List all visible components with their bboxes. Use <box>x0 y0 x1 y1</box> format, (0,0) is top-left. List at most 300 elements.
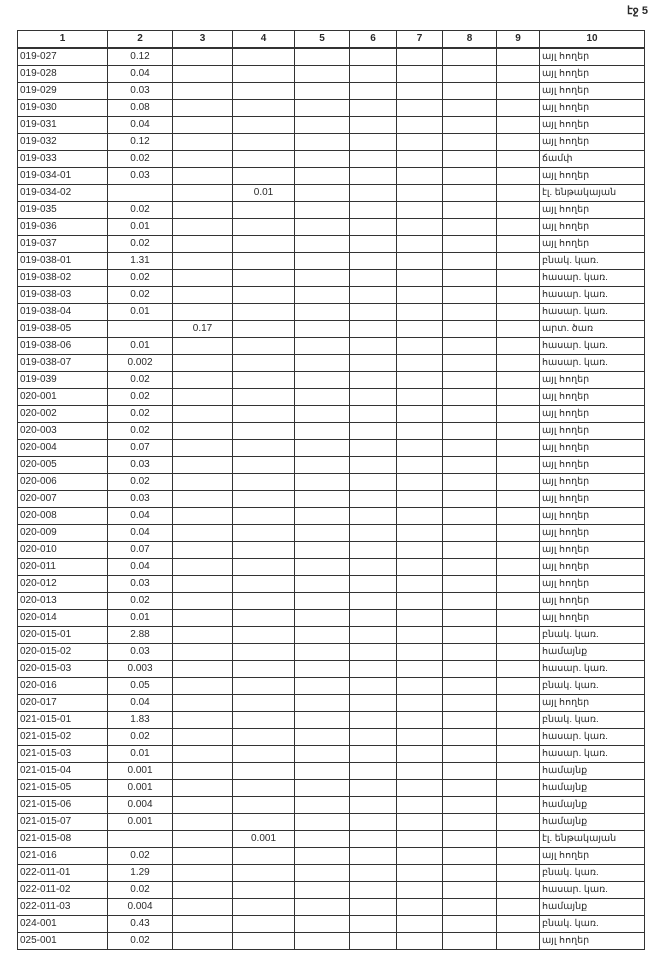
cell-col3 <box>173 338 233 355</box>
cell-col5 <box>295 661 350 678</box>
cell-col5 <box>295 304 350 321</box>
cell-col9 <box>497 219 540 236</box>
cell-col6 <box>350 321 397 338</box>
cell-code: 020-002 <box>18 406 108 423</box>
cell-col6 <box>350 406 397 423</box>
cell-col4 <box>233 678 295 695</box>
cell-col2: 0.001 <box>108 763 173 780</box>
cell-land-type: այլ հողեր <box>540 491 645 508</box>
table-row <box>18 134 645 151</box>
table-row <box>18 474 645 491</box>
cell-col2: 0.02 <box>108 389 173 406</box>
cell-col7 <box>397 899 443 916</box>
cell-col8 <box>443 66 497 83</box>
cell-col5 <box>295 610 350 627</box>
cell-col6 <box>350 66 397 83</box>
table-row <box>18 644 645 661</box>
cell-code: 020-010 <box>18 542 108 559</box>
cell-col8 <box>443 729 497 746</box>
cell-code: 019-038-01 <box>18 253 108 270</box>
cell-col3 <box>173 644 233 661</box>
cell-land-type: հասար. կառ. <box>540 882 645 899</box>
cell-col8 <box>443 678 497 695</box>
cell-col9 <box>497 610 540 627</box>
cell-code: 019-028 <box>18 66 108 83</box>
cell-col4 <box>233 797 295 814</box>
cell-code: 020-014 <box>18 610 108 627</box>
cell-col8 <box>443 814 497 831</box>
cell-col9 <box>497 253 540 270</box>
cell-code: 020-017 <box>18 695 108 712</box>
cell-land-type: այլ հողեր <box>540 48 645 66</box>
cell-col2: 0.001 <box>108 780 173 797</box>
cell-col9 <box>497 729 540 746</box>
cell-col3 <box>173 491 233 508</box>
cell-col5 <box>295 899 350 916</box>
cell-col4 <box>233 83 295 100</box>
cell-col4 <box>233 508 295 525</box>
cell-land-type: արտ. ծառ <box>540 321 645 338</box>
cell-col3 <box>173 542 233 559</box>
cell-col5 <box>295 644 350 661</box>
cell-col9 <box>497 491 540 508</box>
cell-col3 <box>173 678 233 695</box>
cell-code: 020-013 <box>18 593 108 610</box>
cell-col6 <box>350 848 397 865</box>
cell-col2: 1.83 <box>108 712 173 729</box>
cell-col3 <box>173 83 233 100</box>
cell-col5 <box>295 66 350 83</box>
cell-land-type: համայնք <box>540 797 645 814</box>
cell-col8 <box>443 338 497 355</box>
cell-col7 <box>397 406 443 423</box>
cell-col6 <box>350 559 397 576</box>
cell-col4 <box>233 593 295 610</box>
col-header: 2 <box>108 31 173 49</box>
cell-col2: 0.01 <box>108 219 173 236</box>
cell-col4 <box>233 916 295 933</box>
cell-col7 <box>397 168 443 185</box>
cell-col5 <box>295 848 350 865</box>
cell-land-type: այլ հողեր <box>540 610 645 627</box>
cell-col2: 0.02 <box>108 287 173 304</box>
cell-col4 <box>233 525 295 542</box>
cell-code: 019-027 <box>18 48 108 66</box>
cell-col3 <box>173 508 233 525</box>
cell-col8 <box>443 423 497 440</box>
cell-col9 <box>497 236 540 253</box>
cell-land-type: ճամփ <box>540 151 645 168</box>
cell-land-type: համայնք <box>540 899 645 916</box>
cell-col8 <box>443 865 497 882</box>
cell-col9 <box>497 916 540 933</box>
col-header: 3 <box>173 31 233 49</box>
cell-code: 021-015-05 <box>18 780 108 797</box>
cell-col9 <box>497 66 540 83</box>
cell-land-type: այլ հողեր <box>540 66 645 83</box>
cell-col7 <box>397 236 443 253</box>
cell-col7 <box>397 712 443 729</box>
table-row <box>18 780 645 797</box>
cell-col9 <box>497 440 540 457</box>
cell-col2 <box>108 321 173 338</box>
cell-land-type: այլ հողեր <box>540 848 645 865</box>
cell-col8 <box>443 627 497 644</box>
cell-col2: 0.001 <box>108 814 173 831</box>
cell-col5 <box>295 236 350 253</box>
cell-col5 <box>295 542 350 559</box>
cell-col2: 0.01 <box>108 338 173 355</box>
col-header: 7 <box>397 31 443 49</box>
cell-col2: 0.04 <box>108 695 173 712</box>
cell-col3 <box>173 916 233 933</box>
cell-col3 <box>173 729 233 746</box>
cell-col4 <box>233 202 295 219</box>
cell-col8 <box>443 695 497 712</box>
table-row <box>18 746 645 763</box>
cell-land-type: այլ հողեր <box>540 202 645 219</box>
cell-col8 <box>443 100 497 117</box>
cell-col9 <box>497 933 540 950</box>
table-row <box>18 117 645 134</box>
cell-col9 <box>497 831 540 848</box>
cell-code: 019-038-03 <box>18 287 108 304</box>
cell-col4 <box>233 644 295 661</box>
cell-col6 <box>350 610 397 627</box>
cell-col6 <box>350 695 397 712</box>
cell-col9 <box>497 797 540 814</box>
cell-col6 <box>350 576 397 593</box>
cell-col2: 0.02 <box>108 151 173 168</box>
cell-code: 019-032 <box>18 134 108 151</box>
cell-land-type: այլ հողեր <box>540 423 645 440</box>
cell-col9 <box>497 100 540 117</box>
cell-code: 024-001 <box>18 916 108 933</box>
cell-col5 <box>295 525 350 542</box>
cell-col8 <box>443 48 497 66</box>
table-row <box>18 66 645 83</box>
cell-col2: 0.12 <box>108 48 173 66</box>
cell-col3 <box>173 117 233 134</box>
cell-col4 <box>233 287 295 304</box>
cell-col7 <box>397 66 443 83</box>
cell-col2: 0.02 <box>108 729 173 746</box>
cell-col5 <box>295 134 350 151</box>
table-row <box>18 423 645 440</box>
cell-col5 <box>295 406 350 423</box>
cell-col5 <box>295 559 350 576</box>
cell-col6 <box>350 780 397 797</box>
table-row <box>18 185 645 202</box>
cell-col8 <box>443 321 497 338</box>
cell-col5 <box>295 763 350 780</box>
cell-col7 <box>397 729 443 746</box>
cell-land-type: էլ. ենթակայան <box>540 831 645 848</box>
cell-code: 020-004 <box>18 440 108 457</box>
cell-col3 <box>173 202 233 219</box>
cell-col6 <box>350 814 397 831</box>
cell-col2: 0.02 <box>108 372 173 389</box>
cell-col3 <box>173 168 233 185</box>
cell-col7 <box>397 202 443 219</box>
cell-col5 <box>295 797 350 814</box>
cell-col4 <box>233 457 295 474</box>
cell-col7 <box>397 559 443 576</box>
cell-col3 <box>173 100 233 117</box>
cell-col4 <box>233 100 295 117</box>
cell-col2: 0.002 <box>108 355 173 372</box>
cell-col7 <box>397 797 443 814</box>
cell-land-type: բնակ. կառ. <box>540 253 645 270</box>
cell-col3 <box>173 899 233 916</box>
cell-col7 <box>397 865 443 882</box>
cell-col9 <box>497 780 540 797</box>
cell-col8 <box>443 474 497 491</box>
table-row <box>18 916 645 933</box>
cell-code: 020-011 <box>18 559 108 576</box>
cell-col5 <box>295 576 350 593</box>
cell-col2: 1.31 <box>108 253 173 270</box>
cell-col3 <box>173 661 233 678</box>
cell-col2: 0.43 <box>108 916 173 933</box>
table-row <box>18 933 645 950</box>
cell-col4 <box>233 576 295 593</box>
cell-col5 <box>295 389 350 406</box>
cell-col4 <box>233 661 295 678</box>
cell-col5 <box>295 355 350 372</box>
cell-col8 <box>443 117 497 134</box>
cell-col5 <box>295 814 350 831</box>
cell-col9 <box>497 202 540 219</box>
cell-land-type: այլ հողեր <box>540 440 645 457</box>
cell-col8 <box>443 780 497 797</box>
cell-land-type: հասար. կառ. <box>540 287 645 304</box>
cell-col8 <box>443 763 497 780</box>
cell-col2: 0.004 <box>108 797 173 814</box>
cell-col4 <box>233 814 295 831</box>
cell-code: 019-031 <box>18 117 108 134</box>
cell-code: 020-007 <box>18 491 108 508</box>
cell-col6 <box>350 899 397 916</box>
cell-col7 <box>397 270 443 287</box>
cell-col9 <box>497 627 540 644</box>
cell-col3 <box>173 134 233 151</box>
cell-col4 <box>233 423 295 440</box>
cell-col2: 0.02 <box>108 848 173 865</box>
cell-land-type: այլ հողեր <box>540 219 645 236</box>
cell-col5 <box>295 219 350 236</box>
cell-code: 019-036 <box>18 219 108 236</box>
cell-col2: 0.03 <box>108 576 173 593</box>
cell-col6 <box>350 236 397 253</box>
cell-col5 <box>295 627 350 644</box>
cell-col7 <box>397 644 443 661</box>
cell-col4 <box>233 559 295 576</box>
cell-col6 <box>350 746 397 763</box>
cell-land-type: համայնք <box>540 814 645 831</box>
cell-col3 <box>173 253 233 270</box>
table-row <box>18 83 645 100</box>
cell-col6 <box>350 491 397 508</box>
cell-col7 <box>397 304 443 321</box>
cell-land-type: հասար. կառ. <box>540 746 645 763</box>
cell-col9 <box>497 576 540 593</box>
cell-col8 <box>443 916 497 933</box>
cell-col7 <box>397 287 443 304</box>
cell-col7 <box>397 508 443 525</box>
cell-col9 <box>497 593 540 610</box>
cell-col6 <box>350 865 397 882</box>
cell-col6 <box>350 372 397 389</box>
cell-col8 <box>443 440 497 457</box>
cell-col4 <box>233 270 295 287</box>
cell-col2: 0.04 <box>108 508 173 525</box>
table-row <box>18 542 645 559</box>
cell-col3 <box>173 66 233 83</box>
cell-col5 <box>295 457 350 474</box>
cell-col9 <box>497 355 540 372</box>
cell-code: 019-038-02 <box>18 270 108 287</box>
cell-col9 <box>497 814 540 831</box>
cell-code: 019-038-04 <box>18 304 108 321</box>
cell-col9 <box>497 338 540 355</box>
cell-col6 <box>350 525 397 542</box>
cell-col3 <box>173 457 233 474</box>
table-row <box>18 559 645 576</box>
cell-col9 <box>497 457 540 474</box>
cell-col2: 0.02 <box>108 202 173 219</box>
cell-col5 <box>295 185 350 202</box>
cell-col5 <box>295 882 350 899</box>
table-row <box>18 304 645 321</box>
cell-land-type: բնակ. կառ. <box>540 865 645 882</box>
cell-col7 <box>397 661 443 678</box>
cell-col7 <box>397 372 443 389</box>
table-row <box>18 627 645 644</box>
cell-land-type: հասար. կառ. <box>540 338 645 355</box>
cell-col2: 0.003 <box>108 661 173 678</box>
cell-col6 <box>350 389 397 406</box>
cell-code: 020-015-01 <box>18 627 108 644</box>
cell-col4 <box>233 219 295 236</box>
cell-col3 <box>173 389 233 406</box>
cell-col3 <box>173 848 233 865</box>
cell-col2: 0.02 <box>108 474 173 491</box>
table-row <box>18 100 645 117</box>
table-body <box>18 48 645 950</box>
cell-col2: 0.12 <box>108 134 173 151</box>
cell-col4 <box>233 66 295 83</box>
cell-col3 <box>173 355 233 372</box>
cell-col6 <box>350 457 397 474</box>
cell-land-type: այլ հողեր <box>540 168 645 185</box>
cell-col4 <box>233 48 295 66</box>
cell-col4 <box>233 134 295 151</box>
cell-col7 <box>397 423 443 440</box>
cell-code: 021-015-03 <box>18 746 108 763</box>
cell-col2: 0.03 <box>108 83 173 100</box>
cell-col3 <box>173 559 233 576</box>
cell-col4 <box>233 321 295 338</box>
cell-col8 <box>443 406 497 423</box>
cell-col5 <box>295 712 350 729</box>
cell-col6 <box>350 729 397 746</box>
table-row <box>18 389 645 406</box>
cell-col2: 0.04 <box>108 559 173 576</box>
cell-col3 <box>173 372 233 389</box>
cell-col3 <box>173 440 233 457</box>
cell-land-type: այլ հողեր <box>540 83 645 100</box>
cell-col4 <box>233 389 295 406</box>
cell-col4: 0.001 <box>233 831 295 848</box>
cell-col5 <box>295 83 350 100</box>
col-header: 5 <box>295 31 350 49</box>
cell-land-type: հասար. կառ. <box>540 270 645 287</box>
cell-col5 <box>295 508 350 525</box>
table-row <box>18 882 645 899</box>
cell-col3 <box>173 695 233 712</box>
cell-col7 <box>397 610 443 627</box>
cell-land-type: այլ հողեր <box>540 236 645 253</box>
cell-col9 <box>497 117 540 134</box>
cell-col9 <box>497 525 540 542</box>
cell-land-type: այլ հողեր <box>540 542 645 559</box>
table-row <box>18 712 645 729</box>
cell-code: 020-009 <box>18 525 108 542</box>
cell-col2: 0.03 <box>108 457 173 474</box>
cell-land-type: այլ հողեր <box>540 457 645 474</box>
cell-col2: 0.07 <box>108 440 173 457</box>
cell-col6 <box>350 151 397 168</box>
cell-col2: 0.02 <box>108 933 173 950</box>
cell-col3 <box>173 219 233 236</box>
cell-col6 <box>350 83 397 100</box>
cell-code: 019-030 <box>18 100 108 117</box>
cell-code: 021-015-04 <box>18 763 108 780</box>
cell-col6 <box>350 134 397 151</box>
cell-col6 <box>350 168 397 185</box>
cell-col6 <box>350 763 397 780</box>
cell-col6 <box>350 916 397 933</box>
cell-col7 <box>397 185 443 202</box>
cell-col5 <box>295 491 350 508</box>
col-header: 8 <box>443 31 497 49</box>
cell-col7 <box>397 48 443 66</box>
cell-col6 <box>350 423 397 440</box>
cell-land-type: բնակ. կառ. <box>540 916 645 933</box>
cell-col8 <box>443 236 497 253</box>
cell-col5 <box>295 831 350 848</box>
cell-col7 <box>397 457 443 474</box>
cell-land-type: հասար. կառ. <box>540 304 645 321</box>
cell-col9 <box>497 763 540 780</box>
cell-col7 <box>397 525 443 542</box>
cell-col4 <box>233 899 295 916</box>
cell-col4 <box>233 406 295 423</box>
cell-col5 <box>295 678 350 695</box>
cell-col4 <box>233 933 295 950</box>
cell-col4 <box>233 304 295 321</box>
table-row <box>18 593 645 610</box>
col-header: 10 <box>540 31 645 49</box>
table-row <box>18 678 645 695</box>
cell-code: 019-034-01 <box>18 168 108 185</box>
cell-col9 <box>497 372 540 389</box>
cell-col4 <box>233 355 295 372</box>
cell-col8 <box>443 491 497 508</box>
cell-col3 <box>173 780 233 797</box>
cell-col3 <box>173 746 233 763</box>
